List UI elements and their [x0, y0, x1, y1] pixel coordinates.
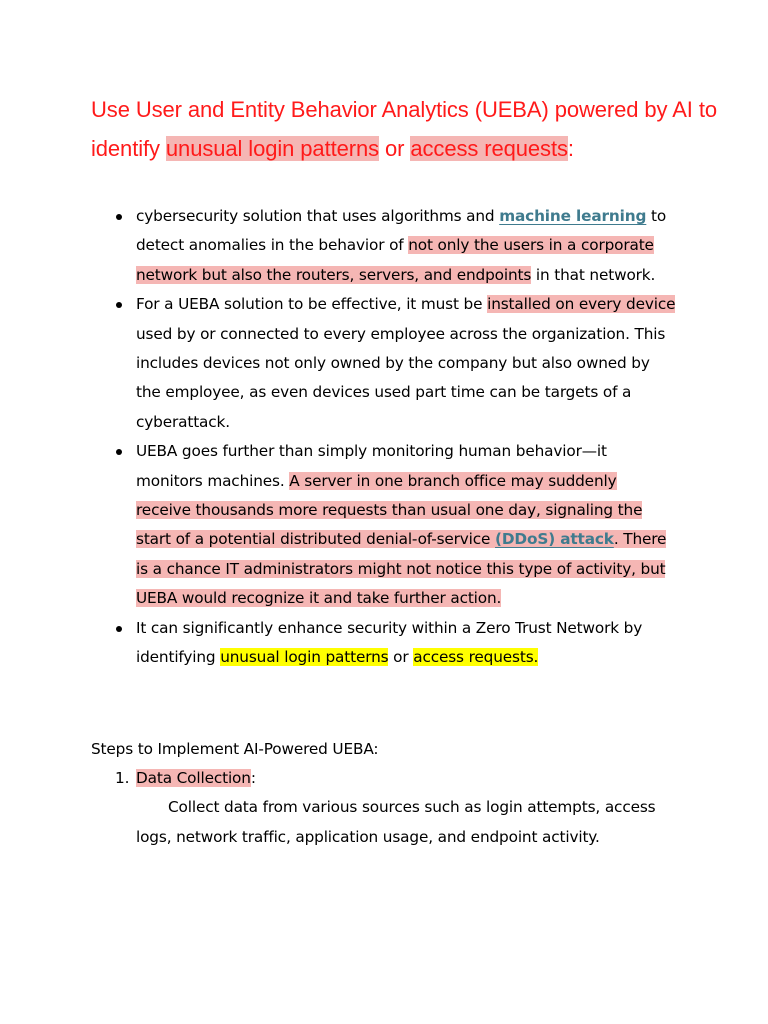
bullet-item — [0, 202, 676, 290]
ddos-attack-link[interactable]: (DDoS) attack — [495, 530, 614, 549]
bullet-list — [0, 202, 676, 673]
step-title: Data Collection — [136, 769, 251, 787]
bullet-text: cybersecurity solution that uses algorithms and — [136, 207, 500, 225]
bullet-highlight: installed on every device — [487, 295, 676, 314]
bullet-text: For a UEBA solution to be effective, it must be — [136, 295, 488, 314]
machine-learning-link[interactable]: machine learning — [499, 207, 647, 225]
bullet-text: or — [388, 648, 414, 667]
heading-text: : — [567, 136, 574, 161]
bullet-highlight: A server in one branch office may suddenly receive thousands more requests than usual one day, signaling the start of a potential distributed denial-of-service — [136, 471, 643, 549]
step-number: 1. — [115, 769, 130, 787]
steps-list — [0, 764, 676, 852]
bullet-text: It can significantly enhance security within a Zero Trust Network by identifying — [136, 618, 643, 667]
heading-text: Use User and Entity Behavior Analytics (UEBA) powered by AI to identify — [91, 97, 717, 161]
steps-title: Steps to Implement AI-Powered UEBA: — [91, 740, 379, 758]
bullet-dot-icon — [116, 449, 122, 455]
heading-text: or — [379, 136, 411, 161]
heading-highlight-unusual-login: unusual login patterns — [165, 136, 379, 161]
bullet-text: used by or connected to every employee across the organization. This includes devices not only owned by the company but also owned by the employee, as even devices used part time can be targets of a cyberattack. — [136, 324, 666, 431]
bullet-dot-icon — [116, 302, 122, 308]
bullet-highlight: . There is a chance IT administrators might not notice this type of activity, but UEBA would recognize it and take further action. — [136, 530, 667, 608]
bullet-text: to detect anomalies in the behavior of — [136, 207, 667, 255]
bullet-dot-icon — [116, 214, 122, 220]
bullet-highlight: access requests. — [413, 648, 539, 667]
bullet-highlight: unusual login patterns — [220, 648, 389, 667]
bullet-highlight: not only the users in a corporate network but also the routers, servers, and endpoints — [136, 236, 654, 284]
bullet-text: in that network. — [531, 265, 656, 284]
step-item — [0, 764, 676, 852]
bullet-item — [0, 290, 676, 437]
section-heading — [91, 90, 731, 168]
step-colon: : — [250, 769, 256, 787]
heading-highlight-access-requests: access requests — [410, 136, 568, 161]
bullet-dot-icon — [116, 626, 122, 632]
step-title-line — [136, 764, 676, 793]
step-description: Collect data from various sources such as login attempts, access logs, network traffic, application usage, and endpoint activity. — [136, 798, 656, 846]
bullet-item — [0, 437, 676, 613]
bullet-text: UEBA goes further than simply monitoring human behavior—it monitors machines. — [136, 442, 607, 490]
bullet-item — [0, 614, 676, 673]
